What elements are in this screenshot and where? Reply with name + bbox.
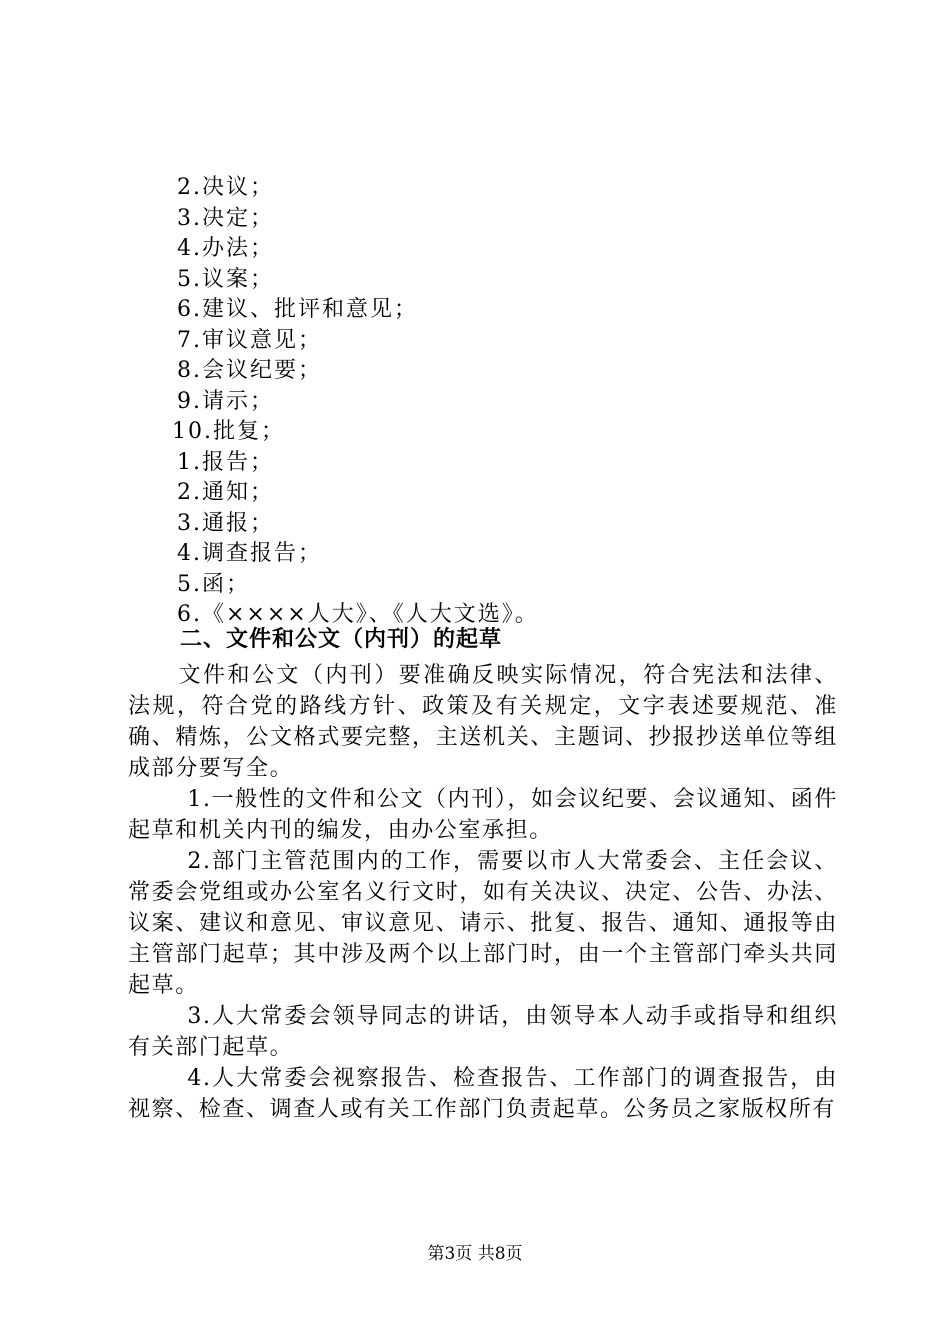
list-item: 6.《××××人大》、《人大文选》。 bbox=[177, 602, 539, 627]
list-item: 2.通知； bbox=[177, 480, 274, 505]
list-item: 3.通报； bbox=[177, 510, 274, 536]
document-type-list bbox=[172, 173, 777, 631]
list-item: 10.批复； bbox=[172, 419, 285, 444]
list-item: 4.调查报告； bbox=[177, 541, 322, 566]
paragraph-item-1: 1.一般性的文件和公文（内刊），如会议纪要、会议通知、函件起草和机关内刊的编发，由办公室承担。 bbox=[128, 787, 838, 843]
list-item: 3.决定； bbox=[177, 205, 274, 231]
list-item: 9.请示； bbox=[177, 388, 274, 414]
list-item: 2.决议； bbox=[177, 175, 274, 200]
paragraph-item-3: 3.人大常委会领导同志的讲话，由领导本人动手或指导和组织有关部门起草。 bbox=[128, 1004, 838, 1060]
list-item: 8.会议纪要； bbox=[177, 358, 322, 383]
list-item: 6.建议、批评和意见； bbox=[177, 297, 418, 322]
paragraph-item-2: 2.部门主管范围内的工作，需要以市人大常委会、主任会议、常委会党组或办公室名义行文时，如有关决议、决定、公告、办法、议案、建议和意见、审议意见、请示、批复、报告、通知、通报等由主管部门起草；其中涉及两个以上部门时，由一个主管部门牵头共同起草。 bbox=[128, 849, 838, 998]
list-item: 5.议案； bbox=[177, 266, 274, 292]
list-item: 5.函； bbox=[177, 571, 250, 597]
list-item: 4.办法； bbox=[177, 236, 274, 261]
section-heading: 二、文件和公文（内刊）的起草 bbox=[180, 627, 503, 652]
document-body bbox=[128, 660, 838, 1125]
list-item: 7.审议意见； bbox=[177, 327, 322, 353]
paragraph-item-4: 4.人大常委会视察报告、检查报告、工作部门的调查报告，由视察、检查、调查人或有关工作部门负责起草。公务员之家版权所有 bbox=[128, 1066, 838, 1122]
list-item: 1.报告； bbox=[177, 449, 274, 475]
paragraph-intro: 文件和公文（内刊）要准确反映实际情况，符合宪法和法律、法规，符合党的路线方针、政策及有关规定，文字表述要规范、准确、精炼，公文格式要完整，主送机关、主题词、抄报抄送单位等组成部分要写全。 bbox=[128, 663, 838, 781]
page-number-footer: 第3页 共8页 bbox=[427, 1244, 523, 1264]
